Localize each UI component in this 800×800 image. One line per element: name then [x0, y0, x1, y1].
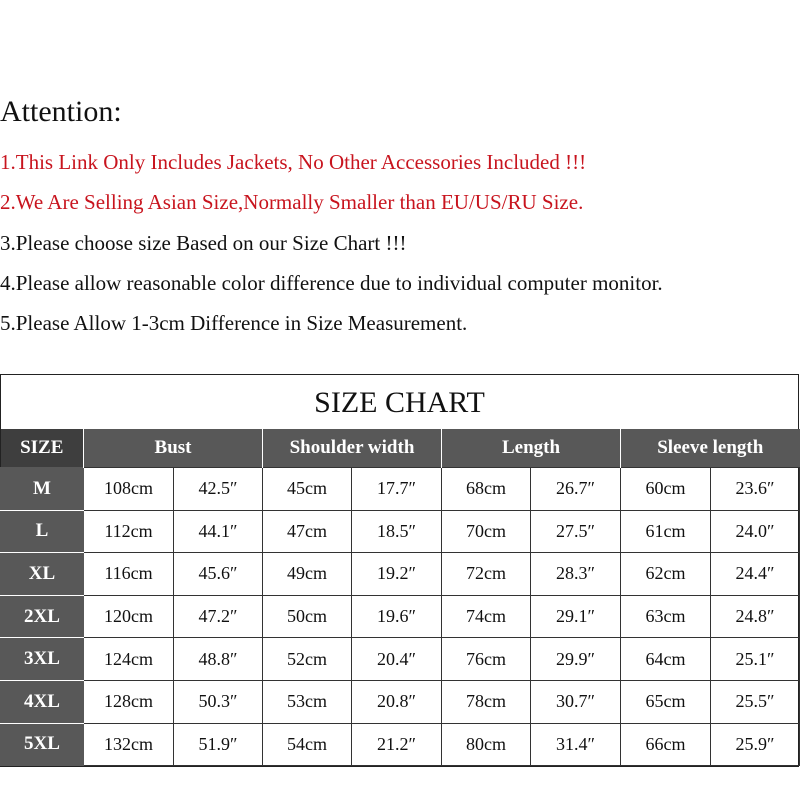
size-label: 2XL: [1, 595, 84, 638]
table-cell: 28.3″: [531, 553, 621, 596]
table-cell: 49cm: [263, 553, 352, 596]
table-cell: 63cm: [621, 595, 711, 638]
table-cell: 29.9″: [531, 638, 621, 681]
table-cell: 74cm: [442, 595, 531, 638]
table-cell: 72cm: [442, 553, 531, 596]
header-bust: Bust: [84, 429, 263, 468]
table-cell: 52cm: [263, 638, 352, 681]
note-3: 3.Please choose size Based on our Size Chart !!!: [0, 231, 407, 255]
table-cell: 65cm: [621, 680, 711, 723]
table-cell: 50.3″: [174, 680, 263, 723]
table-cell: 44.1″: [174, 510, 263, 553]
table-cell: 20.4″: [352, 638, 442, 681]
table-cell: 20.8″: [352, 680, 442, 723]
table-cell: 45cm: [263, 468, 352, 511]
table-cell: 116cm: [84, 553, 174, 596]
table-cell: 54cm: [263, 723, 352, 766]
note-2: 2.We Are Selling Asian Size,Normally Smaller than EU/US/RU Size.: [0, 190, 584, 214]
table-cell: 23.6″: [711, 468, 800, 511]
table-cell: 24.4″: [711, 553, 800, 596]
table-cell: 53cm: [263, 680, 352, 723]
table-cell: 19.2″: [352, 553, 442, 596]
table-cell: 24.0″: [711, 510, 800, 553]
size-label: XL: [1, 553, 84, 596]
table-cell: 24.8″: [711, 595, 800, 638]
size-chart-title: SIZE CHART: [314, 386, 485, 419]
table-cell: 17.7″: [352, 468, 442, 511]
table-cell: 26.7″: [531, 468, 621, 511]
table-cell: 50cm: [263, 595, 352, 638]
table-cell: 68cm: [442, 468, 531, 511]
table-cell: 25.5″: [711, 680, 800, 723]
size-label: M: [1, 468, 84, 511]
table-cell: 60cm: [621, 468, 711, 511]
table-cell: 29.1″: [531, 595, 621, 638]
table-cell: 47.2″: [174, 595, 263, 638]
table-cell: 25.9″: [711, 723, 800, 766]
table-cell: 132cm: [84, 723, 174, 766]
table-cell: 112cm: [84, 510, 174, 553]
table-cell: 19.6″: [352, 595, 442, 638]
table-cell: 30.7″: [531, 680, 621, 723]
table-row: [1, 680, 800, 723]
table-cell: 108cm: [84, 468, 174, 511]
table-cell: 48.8″: [174, 638, 263, 681]
size-label: 3XL: [1, 638, 84, 681]
table-cell: 120cm: [84, 595, 174, 638]
table-cell: 64cm: [621, 638, 711, 681]
attention-title: Attention:: [0, 95, 122, 128]
table-row: [1, 468, 800, 511]
table-cell: 70cm: [442, 510, 531, 553]
table-row: [1, 510, 800, 553]
size-table: [0, 429, 800, 766]
size-chart: [0, 374, 799, 767]
table-cell: 76cm: [442, 638, 531, 681]
table-cell: 31.4″: [531, 723, 621, 766]
table-cell: 27.5″: [531, 510, 621, 553]
table-cell: 124cm: [84, 638, 174, 681]
note-5: 5.Please Allow 1-3cm Difference in Size Measurement.: [0, 311, 468, 335]
note-4: 4.Please allow reasonable color difference due to individual computer monitor.: [0, 271, 663, 295]
header-size: SIZE: [1, 429, 84, 468]
header-length: Length: [442, 429, 621, 468]
header-sleeve-length: Sleeve length: [621, 429, 800, 468]
size-label: L: [1, 510, 84, 553]
table-row: [1, 638, 800, 681]
size-label: 5XL: [1, 723, 84, 766]
size-rows: [1, 468, 800, 766]
table-cell: 25.1″: [711, 638, 800, 681]
table-row: [1, 723, 800, 766]
table-row: [1, 553, 800, 596]
table-cell: 45.6″: [174, 553, 263, 596]
table-cell: 21.2″: [352, 723, 442, 766]
table-cell: 80cm: [442, 723, 531, 766]
table-row: [1, 595, 800, 638]
table-cell: 51.9″: [174, 723, 263, 766]
table-cell: 61cm: [621, 510, 711, 553]
header-row: [1, 429, 800, 468]
header-shoulder-width: Shoulder width: [263, 429, 442, 468]
table-cell: 18.5″: [352, 510, 442, 553]
note-1: 1.This Link Only Includes Jackets, No Other Accessories Included !!!: [0, 150, 587, 174]
table-cell: 128cm: [84, 680, 174, 723]
size-label: 4XL: [1, 680, 84, 723]
table-cell: 62cm: [621, 553, 711, 596]
table-cell: 78cm: [442, 680, 531, 723]
table-cell: 42.5″: [174, 468, 263, 511]
table-cell: 47cm: [263, 510, 352, 553]
table-cell: 66cm: [621, 723, 711, 766]
